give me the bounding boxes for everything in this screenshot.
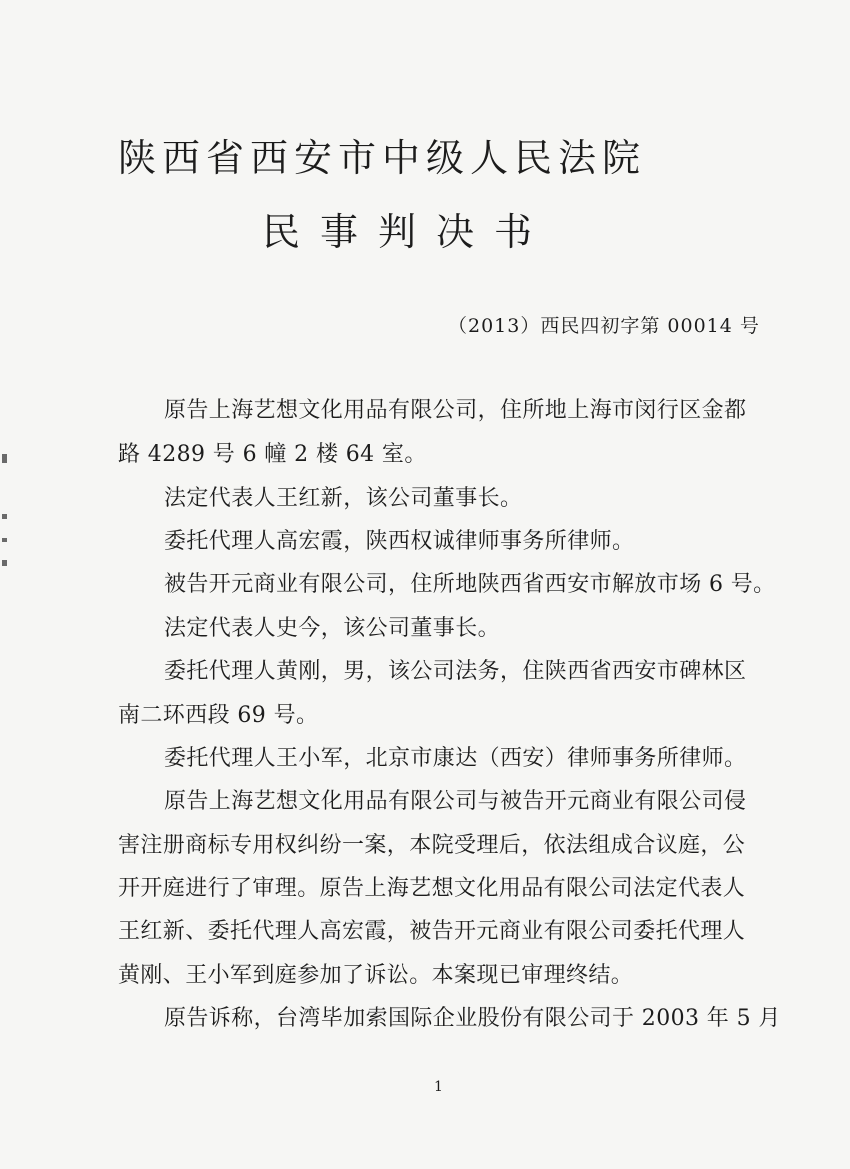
scan-edge-mark bbox=[2, 560, 7, 566]
scan-edge-mark bbox=[2, 454, 7, 463]
scan-edge-mark bbox=[2, 538, 7, 542]
body-line: 原告上海艺想文化用品有限公司，住所地上海市闵行区金都 bbox=[164, 398, 747, 423]
body-line: 害注册商标专用权纠纷一案，本院受理后，依法组成合议庭，公 bbox=[118, 833, 746, 858]
body-line: 委托代理人高宏霞，陕西权诚律师事务所律师。 bbox=[164, 529, 635, 554]
body-line: 委托代理人黄刚，男，该公司法务，住陕西省西安市碑林区 bbox=[164, 659, 747, 684]
document-title: 民事判决书 bbox=[262, 210, 553, 254]
case-number: （2013）西民四初字第 00014 号 bbox=[448, 315, 760, 337]
body-line: 王红新、委托代理人高宏霞，被告开元商业有限公司委托代理人 bbox=[118, 919, 746, 944]
body-line: 原告上海艺想文化用品有限公司与被告开元商业有限公司侵 bbox=[164, 789, 747, 814]
body-line: 南二环西段 69 号。 bbox=[118, 703, 319, 728]
body-line: 委托代理人王小军，北京市康达（西安）律师事务所律师。 bbox=[164, 746, 747, 771]
body-line: 路 4289 号 6 幢 2 楼 64 室。 bbox=[118, 442, 427, 467]
body-line: 黄刚、王小军到庭参加了诉讼。本案现已审理终结。 bbox=[118, 963, 634, 988]
body-line: 法定代表人王红新，该公司董事长。 bbox=[164, 486, 523, 511]
scan-edge-mark bbox=[2, 514, 7, 519]
body-line: 开开庭进行了审理。原告上海艺想文化用品有限公司法定代表人 bbox=[118, 876, 746, 901]
court-name: 陕西省西安市中级人民法院 bbox=[118, 136, 647, 180]
body-line: 原告诉称，台湾毕加索国际企业股份有限公司于 2003 年 5 月 bbox=[164, 1006, 781, 1031]
page-number: 1 bbox=[434, 1079, 443, 1095]
body-line: 法定代表人史今，该公司董事长。 bbox=[164, 616, 501, 641]
body-line: 被告开元商业有限公司，住所地陕西省西安市解放市场 6 号。 bbox=[164, 572, 776, 597]
